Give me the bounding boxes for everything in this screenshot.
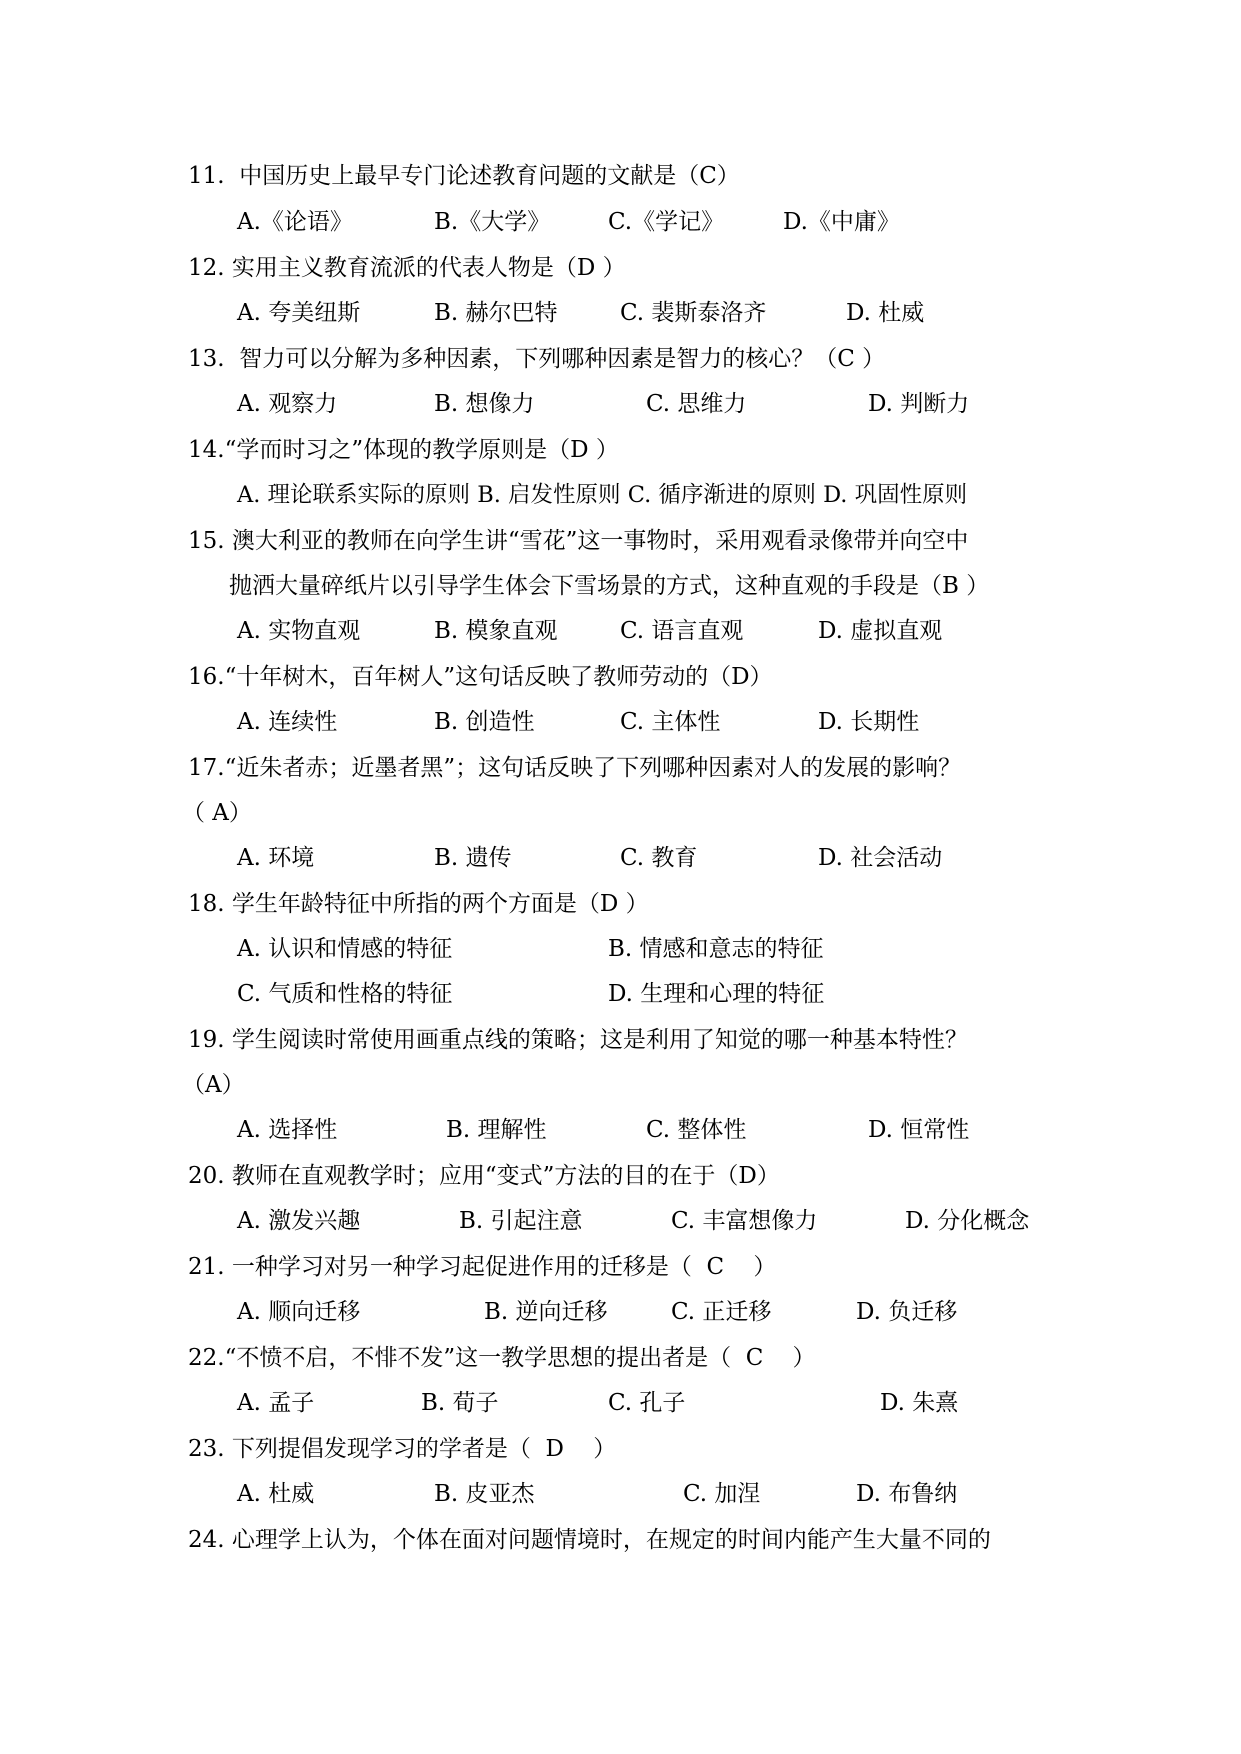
option-22-b: B. 荀子 [421, 1390, 499, 1416]
question-23: 23. 下列提倡发现学习的学者是（ D ） [188, 1436, 617, 1462]
option-17-c: C. 教育 [620, 845, 698, 871]
option-11-c: C.《学记》 [608, 209, 725, 235]
question-15: 15. 澳大利亚的教师在向学生讲“雪花”这一事物时，采用观看录像带并向空中 [188, 528, 969, 554]
option-20-b: B. 引起注意 [459, 1208, 583, 1234]
option-23-b: B. 皮亚杰 [434, 1481, 535, 1507]
option-21-b: B. 逆向迁移 [484, 1299, 608, 1325]
option-18-c: C. 气质和性格的特征 [237, 981, 453, 1007]
option-15-d: D. 虚拟直观 [818, 618, 943, 644]
option-23-d: D. 布鲁纳 [856, 1481, 958, 1507]
option-19-c: C. 整体性 [646, 1117, 747, 1143]
option-12-d: D. 杜威 [846, 300, 925, 326]
option-16-a: A. 连续性 [237, 709, 338, 735]
question-15-cont: 抛洒大量碎纸片以引导学生体会下雪场景的方式，这种直观的手段是（B ） [229, 573, 990, 599]
option-19-d: D. 恒常性 [868, 1117, 970, 1143]
option-19-b: B. 理解性 [446, 1117, 547, 1143]
option-17-d: D. 社会活动 [818, 845, 943, 871]
option-12-b: B. 赫尔巴特 [434, 300, 558, 326]
option-21-c: C. 正迁移 [671, 1299, 772, 1325]
question-14: 14.“学而时习之”体现的教学原则是（D ） [188, 437, 619, 463]
option-15-b: B. 模象直观 [434, 618, 558, 644]
question-19-cont: （A） [182, 1072, 245, 1098]
option-18-d: D. 生理和心理的特征 [608, 981, 825, 1007]
question-18: 18. 学生年龄特征中所指的两个方面是（D ） [188, 891, 649, 917]
option-12-a: A. 夸美纽斯 [237, 300, 361, 326]
option-11-d: D.《中庸》 [783, 209, 900, 235]
option-18-a: A. 认识和情感的特征 [237, 936, 453, 962]
option-20-c: C. 丰富想像力 [671, 1208, 818, 1234]
option-20-d: D. 分化概念 [905, 1208, 1030, 1234]
option-21-a: A. 顺向迁移 [237, 1299, 361, 1325]
option-13-a: A. 观察力 [237, 391, 338, 417]
option-19-a: A. 选择性 [237, 1117, 338, 1143]
option-16-b: B. 创造性 [434, 709, 535, 735]
option-15-a: A. 实物直观 [237, 618, 361, 644]
option-11-a: A.《论语》 [237, 209, 353, 235]
option-15-c: C. 语言直观 [620, 618, 744, 644]
option-22-a: A. 孟子 [237, 1390, 315, 1416]
question-22: 22.“不愤不启，不悱不发”这一教学思想的提出者是（ C ） [188, 1345, 816, 1371]
option-17-b: B. 遗传 [434, 845, 512, 871]
option-23-a: A. 杜威 [237, 1481, 315, 1507]
option-23-c: C. 加涅 [683, 1481, 761, 1507]
option-12-c: C. 裴斯泰洛齐 [620, 300, 767, 326]
option-16-d: D. 长期性 [818, 709, 920, 735]
option-13-d: D. 判断力 [868, 391, 970, 417]
question-21: 21. 一种学习对另一种学习起促进作用的迁移是（ C ） [188, 1254, 777, 1280]
question-17-cont: （ A） [182, 800, 252, 826]
question-19: 19. 学生阅读时常使用画重点线的策略；这是利用了知觉的哪一种基本特性？ [188, 1027, 968, 1053]
question-13: 13. 智力可以分解为多种因素，下列哪种因素是智力的核心？（C ） [188, 346, 886, 372]
question-17: 17.“近朱者赤；近墨者黑”；这句话反映了下列哪种因素对人的发展的影响？ [188, 755, 962, 781]
option-13-b: B. 想像力 [434, 391, 535, 417]
option-17-a: A. 环境 [237, 845, 315, 871]
option-21-d: D. 负迁移 [856, 1299, 958, 1325]
option-11-b: B.《大学》 [434, 209, 551, 235]
question-20: 20. 教师在直观教学时；应用“变式”方法的目的在于（D） [188, 1163, 780, 1189]
question-11: 11. 中国历史上最早专门论述教育问题的文献是（C） [188, 163, 740, 189]
option-18-b: B. 情感和意志的特征 [608, 936, 824, 962]
option-20-a: A. 激发兴趣 [237, 1208, 361, 1234]
question-24: 24. 心理学上认为，个体在面对问题情境时，在规定的时间内能产生大量不同的 [188, 1527, 991, 1553]
question-16: 16.“十年树木，百年树人”这句话反映了教师劳动的（D） [188, 664, 773, 690]
option-22-c: C. 孔子 [608, 1390, 686, 1416]
option-16-c: C. 主体性 [620, 709, 721, 735]
option-22-d: D. 朱熹 [880, 1390, 959, 1416]
option-14-line: A. 理论联系实际的原则 B. 启发性原则 C. 循序渐进的原则 D. 巩固性原则 [237, 482, 968, 508]
question-12: 12. 实用主义教育流派的代表人物是（D ） [188, 255, 626, 281]
option-13-c: C. 思维力 [646, 391, 747, 417]
